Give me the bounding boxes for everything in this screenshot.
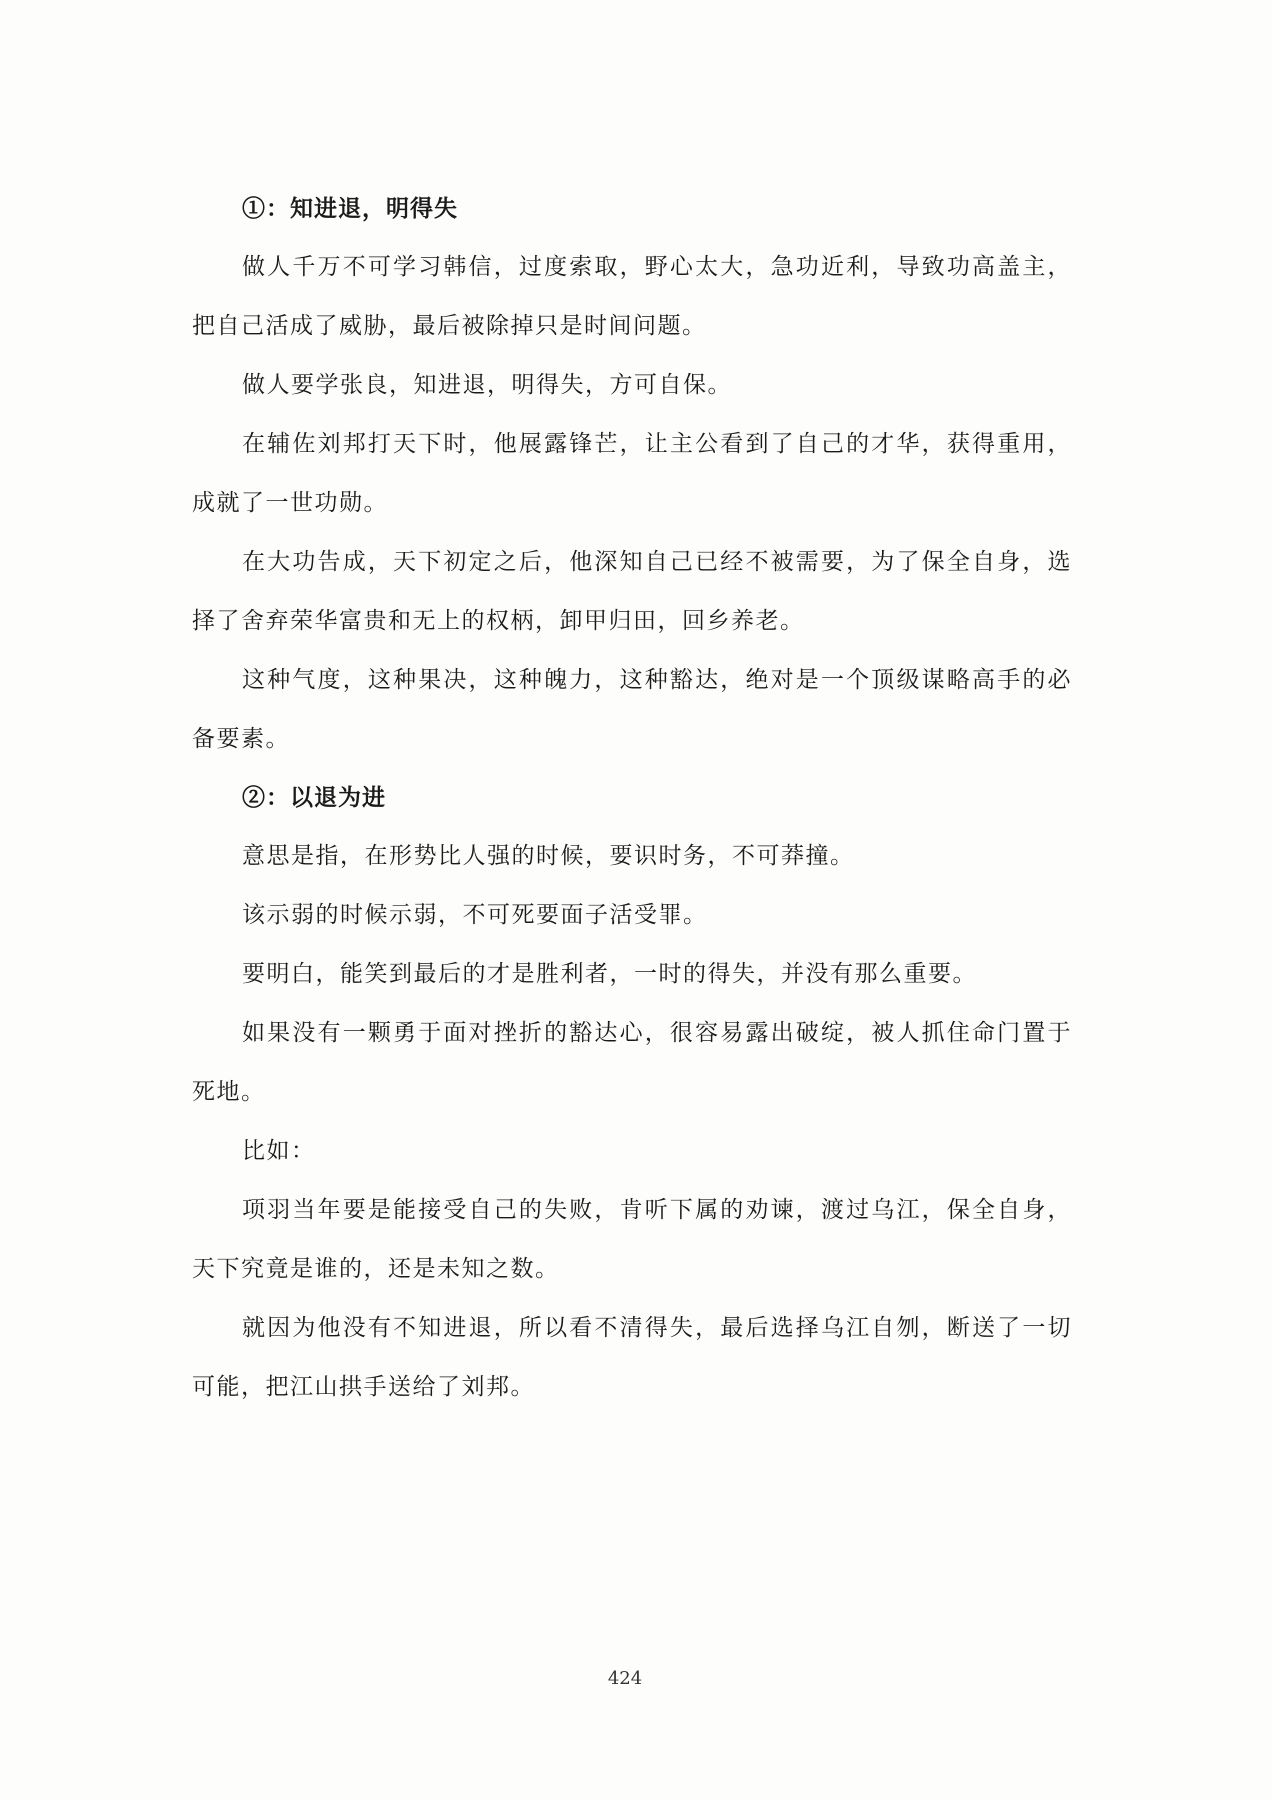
paragraph: 做人要学张良，知进退，明得失，方可自保。 [242, 372, 732, 398]
page-content [192, 180, 1072, 1417]
section-heading-2: ②：以退为进 [242, 784, 386, 811]
paragraph: 项羽当年要是能接受自己的失败，肯听下属的劝谏，渡过乌江，保全自身，天下究竟是谁的，还是未知之数。 [192, 1197, 1072, 1282]
section-heading-1: ①：知进退，明得失 [242, 195, 458, 222]
paragraph: 就因为他没有不知进退，所以看不清得失，最后选择乌江自刎，断送了一切可能，把江山拱手送给了刘邦。 [192, 1315, 1072, 1400]
paragraph: 在大功告成，天下初定之后，他深知自己已经不被需要，为了保全自身，选择了舍弃荣华富贵和无上的权柄，卸甲归田，回乡养老。 [192, 549, 1072, 634]
paragraph: 这种气度，这种果决，这种魄力，这种豁达，绝对是一个顶级谋略高手的必备要素。 [192, 667, 1072, 752]
paragraph: 在辅佐刘邦打天下时，他展露锋芒，让主公看到了自己的才华，获得重用，成就了一世功勋。 [192, 431, 1072, 516]
paragraph: 比如： [242, 1138, 316, 1164]
paragraph: 如果没有一颗勇于面对挫折的豁达心，很容易露出破绽，被人抓住命门置于死地。 [192, 1020, 1072, 1105]
paragraph: 做人千万不可学习韩信，过度索取，野心太大，急功近利，导致功高盖主，把自己活成了威胁，最后被除掉只是时间问题。 [192, 254, 1072, 339]
paragraph: 意思是指，在形势比人强的时候，要识时务，不可莽撞。 [242, 843, 855, 869]
page-number: 424 [607, 1668, 643, 1689]
paragraph: 该示弱的时候示弱，不可死要面子活受罪。 [242, 902, 708, 928]
paragraph: 要明白，能笑到最后的才是胜利者，一时的得失，并没有那么重要。 [242, 961, 977, 987]
